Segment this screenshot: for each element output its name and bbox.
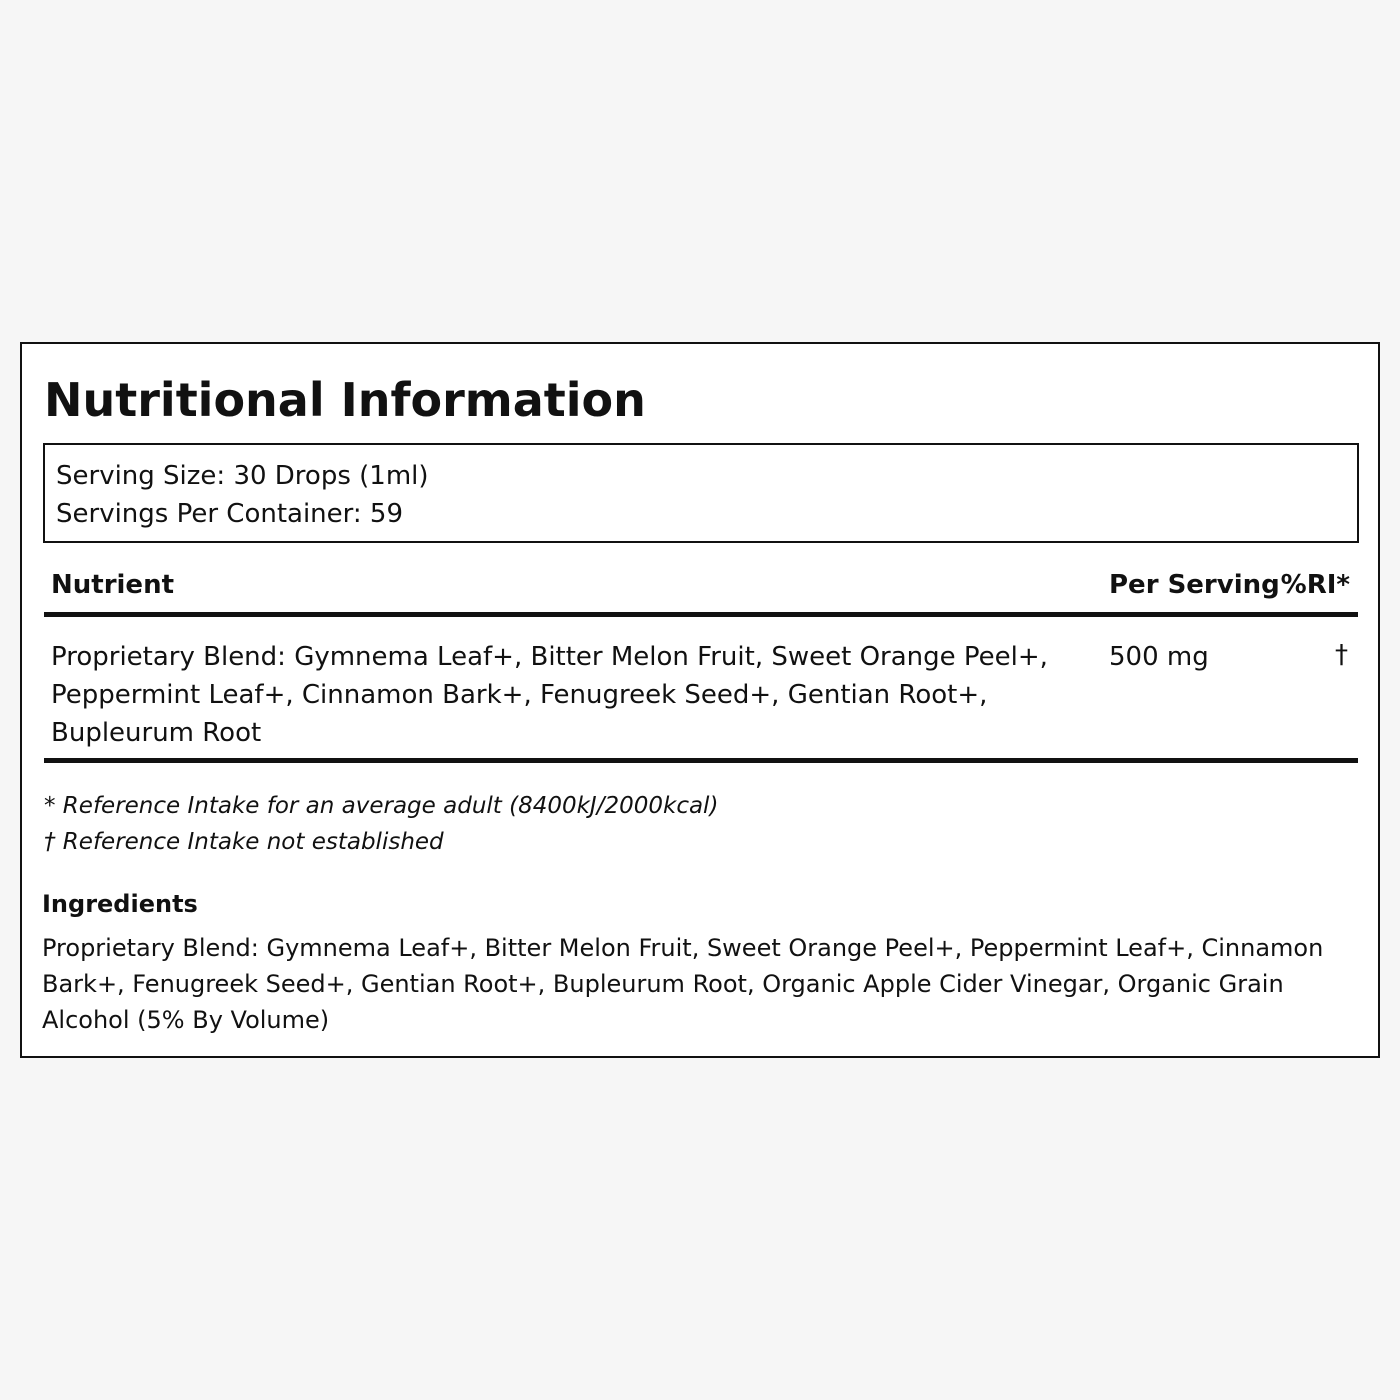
serving-size: Serving Size: 30 Drops (1ml) — [56, 461, 429, 491]
nutrient-row-ri: † — [1335, 640, 1348, 670]
servings-per-container: Servings Per Container: 59 — [56, 499, 404, 529]
serving-info-box — [43, 443, 1359, 543]
header-divider — [44, 612, 1358, 617]
footnote-not-established: † Reference Intake not established — [44, 829, 444, 855]
column-header-nutrient: Nutrient — [51, 570, 175, 600]
table-bottom-divider — [44, 758, 1358, 763]
panel-title: Nutritional Information — [44, 373, 646, 427]
column-header-per-serving: Per Serving — [1109, 570, 1280, 600]
ingredients-heading: Ingredients — [42, 890, 198, 918]
nutrient-row-amount: 500 mg — [1109, 642, 1209, 672]
ingredients-text: Proprietary Blend: Gymnema Leaf+, Bitter Melon Fruit, Sweet Orange Peel+, Peppermint Leaf+, Cinnamon Bark+, Fenugreek Seed+, Gentian Root+, Bupleurum Root, Organic Apple Cider Vinegar, Organic Grain Alcohol (5% By Volume) — [42, 934, 1324, 1034]
nutrient-row-name: Proprietary Blend: Gymnema Leaf+, Bitter Melon Fruit, Sweet Orange Peel+, Peppermint Leaf+, Cinnamon Bark+, Fenugreek Seed+, Gentian Root+, Bupleurum Root — [51, 642, 1048, 748]
column-header-ri: %RI* — [1280, 570, 1350, 600]
footnote-reference-intake: * Reference Intake for an average adult (8400kJ/2000kcal) — [44, 793, 719, 819]
nutrition-panel — [20, 342, 1380, 1058]
